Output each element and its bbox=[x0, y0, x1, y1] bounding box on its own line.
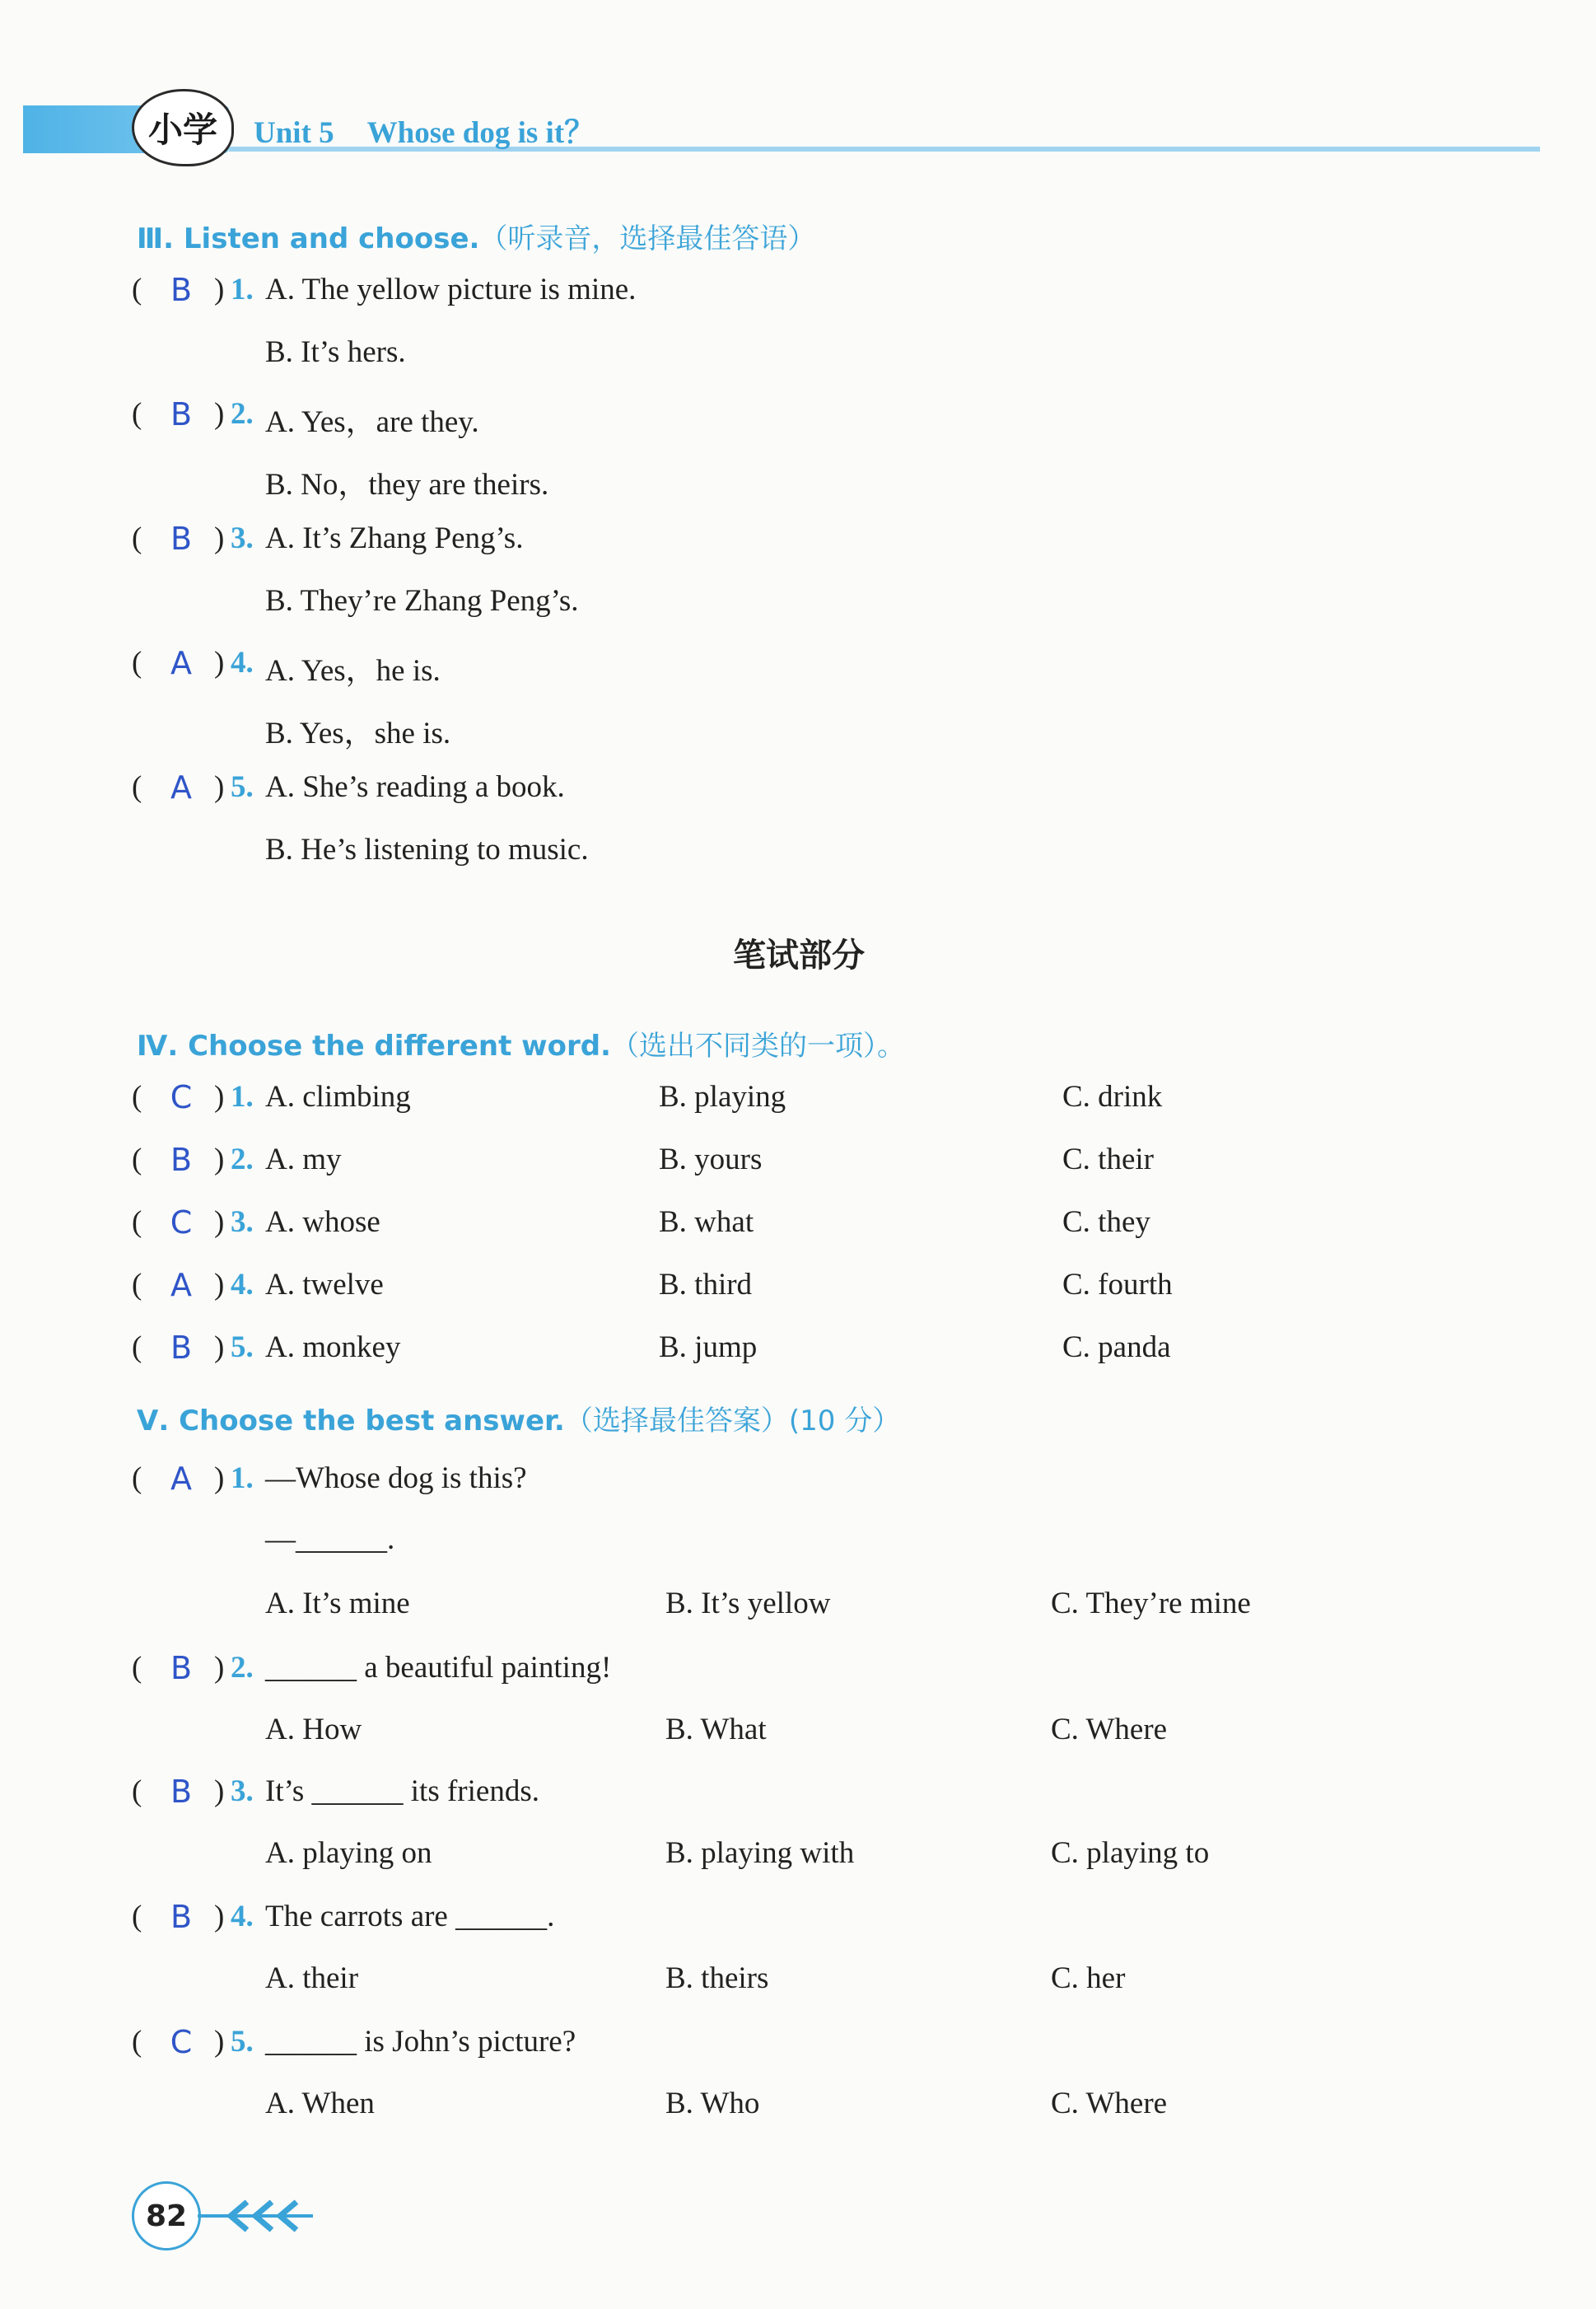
option-b: B. It’s hers. bbox=[265, 335, 406, 369]
section3-item-1 bbox=[0, 272, 1596, 321]
option-c: C. drink bbox=[1062, 1080, 1163, 1114]
option-c: C. her bbox=[1051, 1961, 1126, 1995]
section-3-title-en: Ⅲ. Listen and choose. bbox=[137, 222, 480, 255]
paren-open: ( bbox=[132, 1461, 142, 1495]
answer-letter: A bbox=[170, 1461, 192, 1497]
option-a: A. Yes，are they. bbox=[265, 405, 479, 439]
option-c: C. their bbox=[1062, 1143, 1154, 1176]
answer-letter: B bbox=[170, 1650, 193, 1686]
section3-item-2 bbox=[0, 396, 1596, 446]
paren-open: ( bbox=[132, 1205, 142, 1239]
option-a: A. my bbox=[265, 1143, 342, 1176]
section-4-title-zh: （选出不同类的一项）。 bbox=[610, 1030, 905, 1063]
school-badge: 小学 bbox=[132, 89, 234, 166]
paren-close: ) bbox=[214, 1330, 225, 1364]
section4-item-5 bbox=[0, 1330, 1596, 1379]
option-a: A. their bbox=[265, 1961, 359, 1995]
option-c: C. Where bbox=[1051, 2087, 1168, 2120]
item-number: 5. bbox=[231, 1330, 254, 1364]
section5-item-3 bbox=[0, 1774, 1596, 1823]
paren-close: ) bbox=[214, 1080, 225, 1114]
section4-item-1 bbox=[0, 1079, 1596, 1129]
paren-close: ) bbox=[214, 1651, 225, 1685]
section-4-title-en: Ⅳ. Choose the different word. bbox=[137, 1030, 611, 1063]
option-b: B. Yes，she is. bbox=[265, 717, 451, 750]
paren-close: ) bbox=[214, 521, 225, 555]
answer-letter: C bbox=[170, 1079, 193, 1115]
section-5-title bbox=[137, 1398, 900, 1438]
option-b: B. playing bbox=[659, 1080, 786, 1114]
section3-item-5 bbox=[0, 769, 1596, 819]
option-a: A. When bbox=[265, 2087, 375, 2120]
paren-close: ) bbox=[214, 273, 225, 306]
paren-open: ( bbox=[132, 1900, 142, 1933]
paren-open: ( bbox=[132, 1268, 142, 1302]
unit-heading: Whose dog is it？ bbox=[366, 116, 595, 150]
answer-letter: B bbox=[170, 272, 193, 308]
paren-open: ( bbox=[132, 1774, 142, 1808]
answer-letter: A bbox=[170, 645, 192, 681]
option-b: B. third bbox=[659, 1268, 753, 1302]
option-b: B. What bbox=[665, 1713, 767, 1746]
option-b: B. what bbox=[659, 1205, 754, 1239]
paren-open: ( bbox=[132, 1143, 142, 1176]
option-c: C. they bbox=[1062, 1205, 1150, 1239]
option-b: B. theirs bbox=[665, 1961, 769, 1995]
option-a: A. She’s reading a book. bbox=[265, 770, 565, 804]
answer-letter: B bbox=[170, 1774, 193, 1810]
option-b: B. Who bbox=[665, 2087, 760, 2120]
item-number: 3. bbox=[231, 1774, 254, 1808]
paren-close: ) bbox=[214, 2025, 225, 2059]
option-c: C. playing to bbox=[1051, 1836, 1210, 1870]
paren-open: ( bbox=[132, 2025, 142, 2059]
item-number: 5. bbox=[231, 2025, 254, 2059]
item-number: 1. bbox=[231, 273, 254, 306]
answer-letter: C bbox=[170, 1204, 193, 1241]
paren-open: ( bbox=[132, 1651, 142, 1685]
arrow-decoration-icon bbox=[198, 2195, 321, 2237]
answer-letter: B bbox=[170, 521, 193, 557]
section4-item-2 bbox=[0, 1142, 1596, 1191]
answer-letter: A bbox=[170, 1267, 192, 1303]
section5-item-2 bbox=[0, 1650, 1596, 1699]
paren-close: ) bbox=[214, 1900, 225, 1933]
item-number: 1. bbox=[231, 1080, 254, 1114]
option-b: B. He’s listening to music. bbox=[265, 833, 589, 867]
item-number: 2. bbox=[231, 1143, 254, 1176]
paren-open: ( bbox=[132, 770, 142, 804]
section-5-title-zh: （选择最佳答案）(10 分） bbox=[564, 1405, 901, 1437]
section4-item-3 bbox=[0, 1204, 1596, 1254]
paren-close: ) bbox=[214, 397, 225, 431]
paren-open: ( bbox=[132, 646, 142, 680]
option-a: A. The yellow picture is mine. bbox=[265, 273, 637, 306]
section-3-title-zh: （听录音，选择最佳答语） bbox=[479, 222, 816, 255]
paren-close: ) bbox=[214, 646, 225, 680]
paren-close: ) bbox=[214, 1143, 225, 1176]
section-3-title bbox=[137, 216, 815, 256]
answer-letter: A bbox=[170, 769, 192, 806]
section3-item-4 bbox=[0, 645, 1596, 694]
question-text: It’s ______ its friends. bbox=[265, 1774, 539, 1808]
paren-open: ( bbox=[132, 521, 142, 555]
item-number: 2. bbox=[231, 397, 254, 431]
paren-open: ( bbox=[132, 1330, 142, 1364]
written-part-title: 笔试部分 bbox=[733, 937, 865, 975]
item-number: 2. bbox=[231, 1651, 254, 1685]
unit-title bbox=[254, 107, 628, 152]
paren-open: ( bbox=[132, 397, 142, 431]
paren-close: ) bbox=[214, 1268, 225, 1302]
paren-close: ) bbox=[214, 1205, 225, 1239]
section5-item-5 bbox=[0, 2024, 1596, 2073]
option-c: C. fourth bbox=[1062, 1268, 1173, 1302]
section5-item-1 bbox=[0, 1461, 1596, 1510]
option-a: A. monkey bbox=[265, 1330, 401, 1364]
item-number: 5. bbox=[231, 770, 254, 804]
question-text: ______ a beautiful painting! bbox=[265, 1651, 612, 1685]
option-a: A. whose bbox=[265, 1205, 380, 1239]
option-c: C. panda bbox=[1062, 1330, 1171, 1364]
option-a: A. climbing bbox=[265, 1080, 411, 1114]
item-number: 1. bbox=[231, 1461, 254, 1495]
paren-open: ( bbox=[132, 273, 142, 306]
option-b: B. jump bbox=[659, 1330, 758, 1364]
question-text: The carrots are ______. bbox=[265, 1900, 555, 1933]
item-number: 4. bbox=[231, 1900, 254, 1933]
option-b: B. yours bbox=[659, 1143, 763, 1176]
item-number: 4. bbox=[231, 646, 254, 680]
answer-letter: B bbox=[170, 1330, 193, 1366]
item-number: 3. bbox=[231, 1205, 254, 1239]
section4-item-4 bbox=[0, 1267, 1596, 1316]
question-text: —Whose dog is this? bbox=[265, 1461, 527, 1495]
option-b: B. It’s yellow bbox=[665, 1587, 831, 1620]
option-b: B. No，they are theirs. bbox=[265, 468, 549, 502]
paren-close: ) bbox=[214, 1774, 225, 1808]
option-b: B. playing with bbox=[665, 1836, 855, 1870]
paren-close: ) bbox=[214, 770, 225, 804]
section5-item-4 bbox=[0, 1899, 1596, 1948]
page-number: 82 bbox=[132, 2181, 201, 2251]
unit-label: Unit 5 bbox=[254, 116, 334, 150]
item-number: 4. bbox=[231, 1268, 254, 1302]
section-5-title-en: Ⅴ. Choose the best answer. bbox=[137, 1405, 565, 1437]
option-b: B. They’re Zhang Peng’s. bbox=[265, 584, 579, 618]
option-a: A. How bbox=[265, 1713, 362, 1746]
section-4-title bbox=[137, 1023, 905, 1063]
option-a: A. playing on bbox=[265, 1836, 432, 1870]
paren-close: ) bbox=[214, 1461, 225, 1495]
item-number: 3. bbox=[231, 521, 254, 555]
option-c: C. Where bbox=[1051, 1713, 1168, 1746]
option-a: A. It’s mine bbox=[265, 1587, 410, 1620]
option-a: A. It’s Zhang Peng’s. bbox=[265, 521, 524, 555]
option-a: A. twelve bbox=[265, 1268, 384, 1302]
option-c: C. They’re mine bbox=[1051, 1587, 1251, 1620]
answer-letter: C bbox=[170, 2024, 193, 2060]
question-text: ______ is John’s picture? bbox=[265, 2025, 576, 2059]
answer-letter: B bbox=[170, 1142, 193, 1178]
paren-open: ( bbox=[132, 1080, 142, 1114]
answer-letter: B bbox=[170, 1899, 193, 1935]
option-a: A. Yes，he is. bbox=[265, 654, 441, 688]
section3-item-3 bbox=[0, 521, 1596, 570]
answer-letter: B bbox=[170, 396, 193, 432]
answer-blank: —______. bbox=[265, 1522, 395, 1556]
